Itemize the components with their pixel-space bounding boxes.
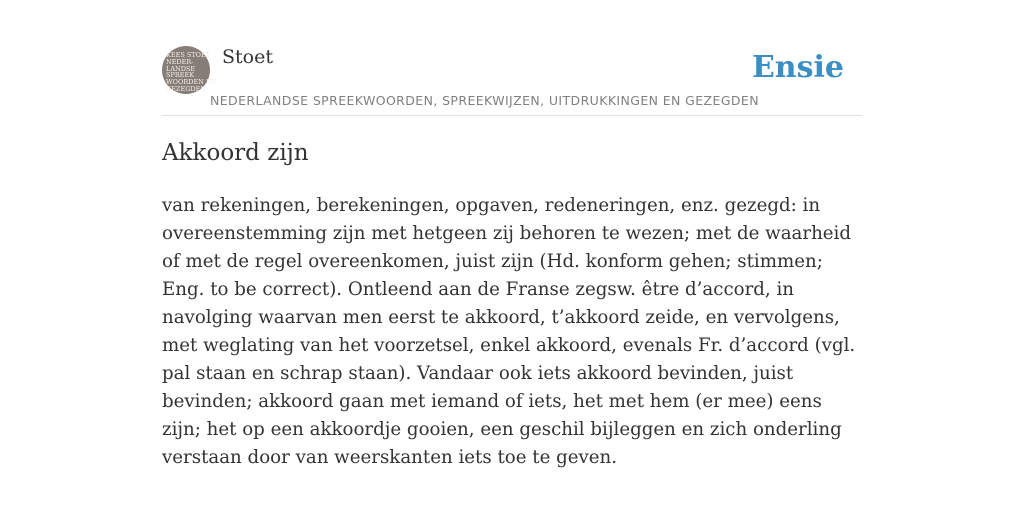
- header: [162, 46, 862, 116]
- entry-body: van rekeningen, berekeningen, opgaven, redeneringen, enz. gezegd: in overeenstemming zijn met hetgeen zij behoren te wezen; met de waarheid of met de regel overeenkomen, juist zijn (Hd. konform gehen; stimmen; Eng. to be correct). Ontleend aan de Franse zegsw. être d’accord, in navolging waarvan men eerst te akkoord, t’akkoord zeide, en vervolgens, met weglating van het voorzetsel, enkel akkoord, evenals Fr. d’accord (vgl. pal staan en schrap staan). Vandaar ook iets akkoord bevinden, juist bevinden; akkoord gaan met iemand of iets, het met hem (er mee) eens zijn; het op een akkoordje gooien, een geschil bijleggen en zich onderling verstaan door van weerskanten iets toe te geven.: [162, 195, 856, 468]
- book-cover-logo[interactable]: [162, 46, 217, 94]
- logo-text: KEES STOET NEDER- LANDSE SPREEK WOORDEN EN GEZEGDEN: [166, 51, 217, 93]
- source-subtitle: NEDERLANDSE SPREEKWOORDEN, SPREEKWIJZEN, UITDRUKKINGEN EN GEZEGDEN: [210, 93, 759, 108]
- author-name[interactable]: Stoet: [222, 46, 273, 68]
- brand-logo[interactable]: Ensie: [751, 50, 844, 85]
- entry-title: Akkoord zijn: [162, 140, 309, 166]
